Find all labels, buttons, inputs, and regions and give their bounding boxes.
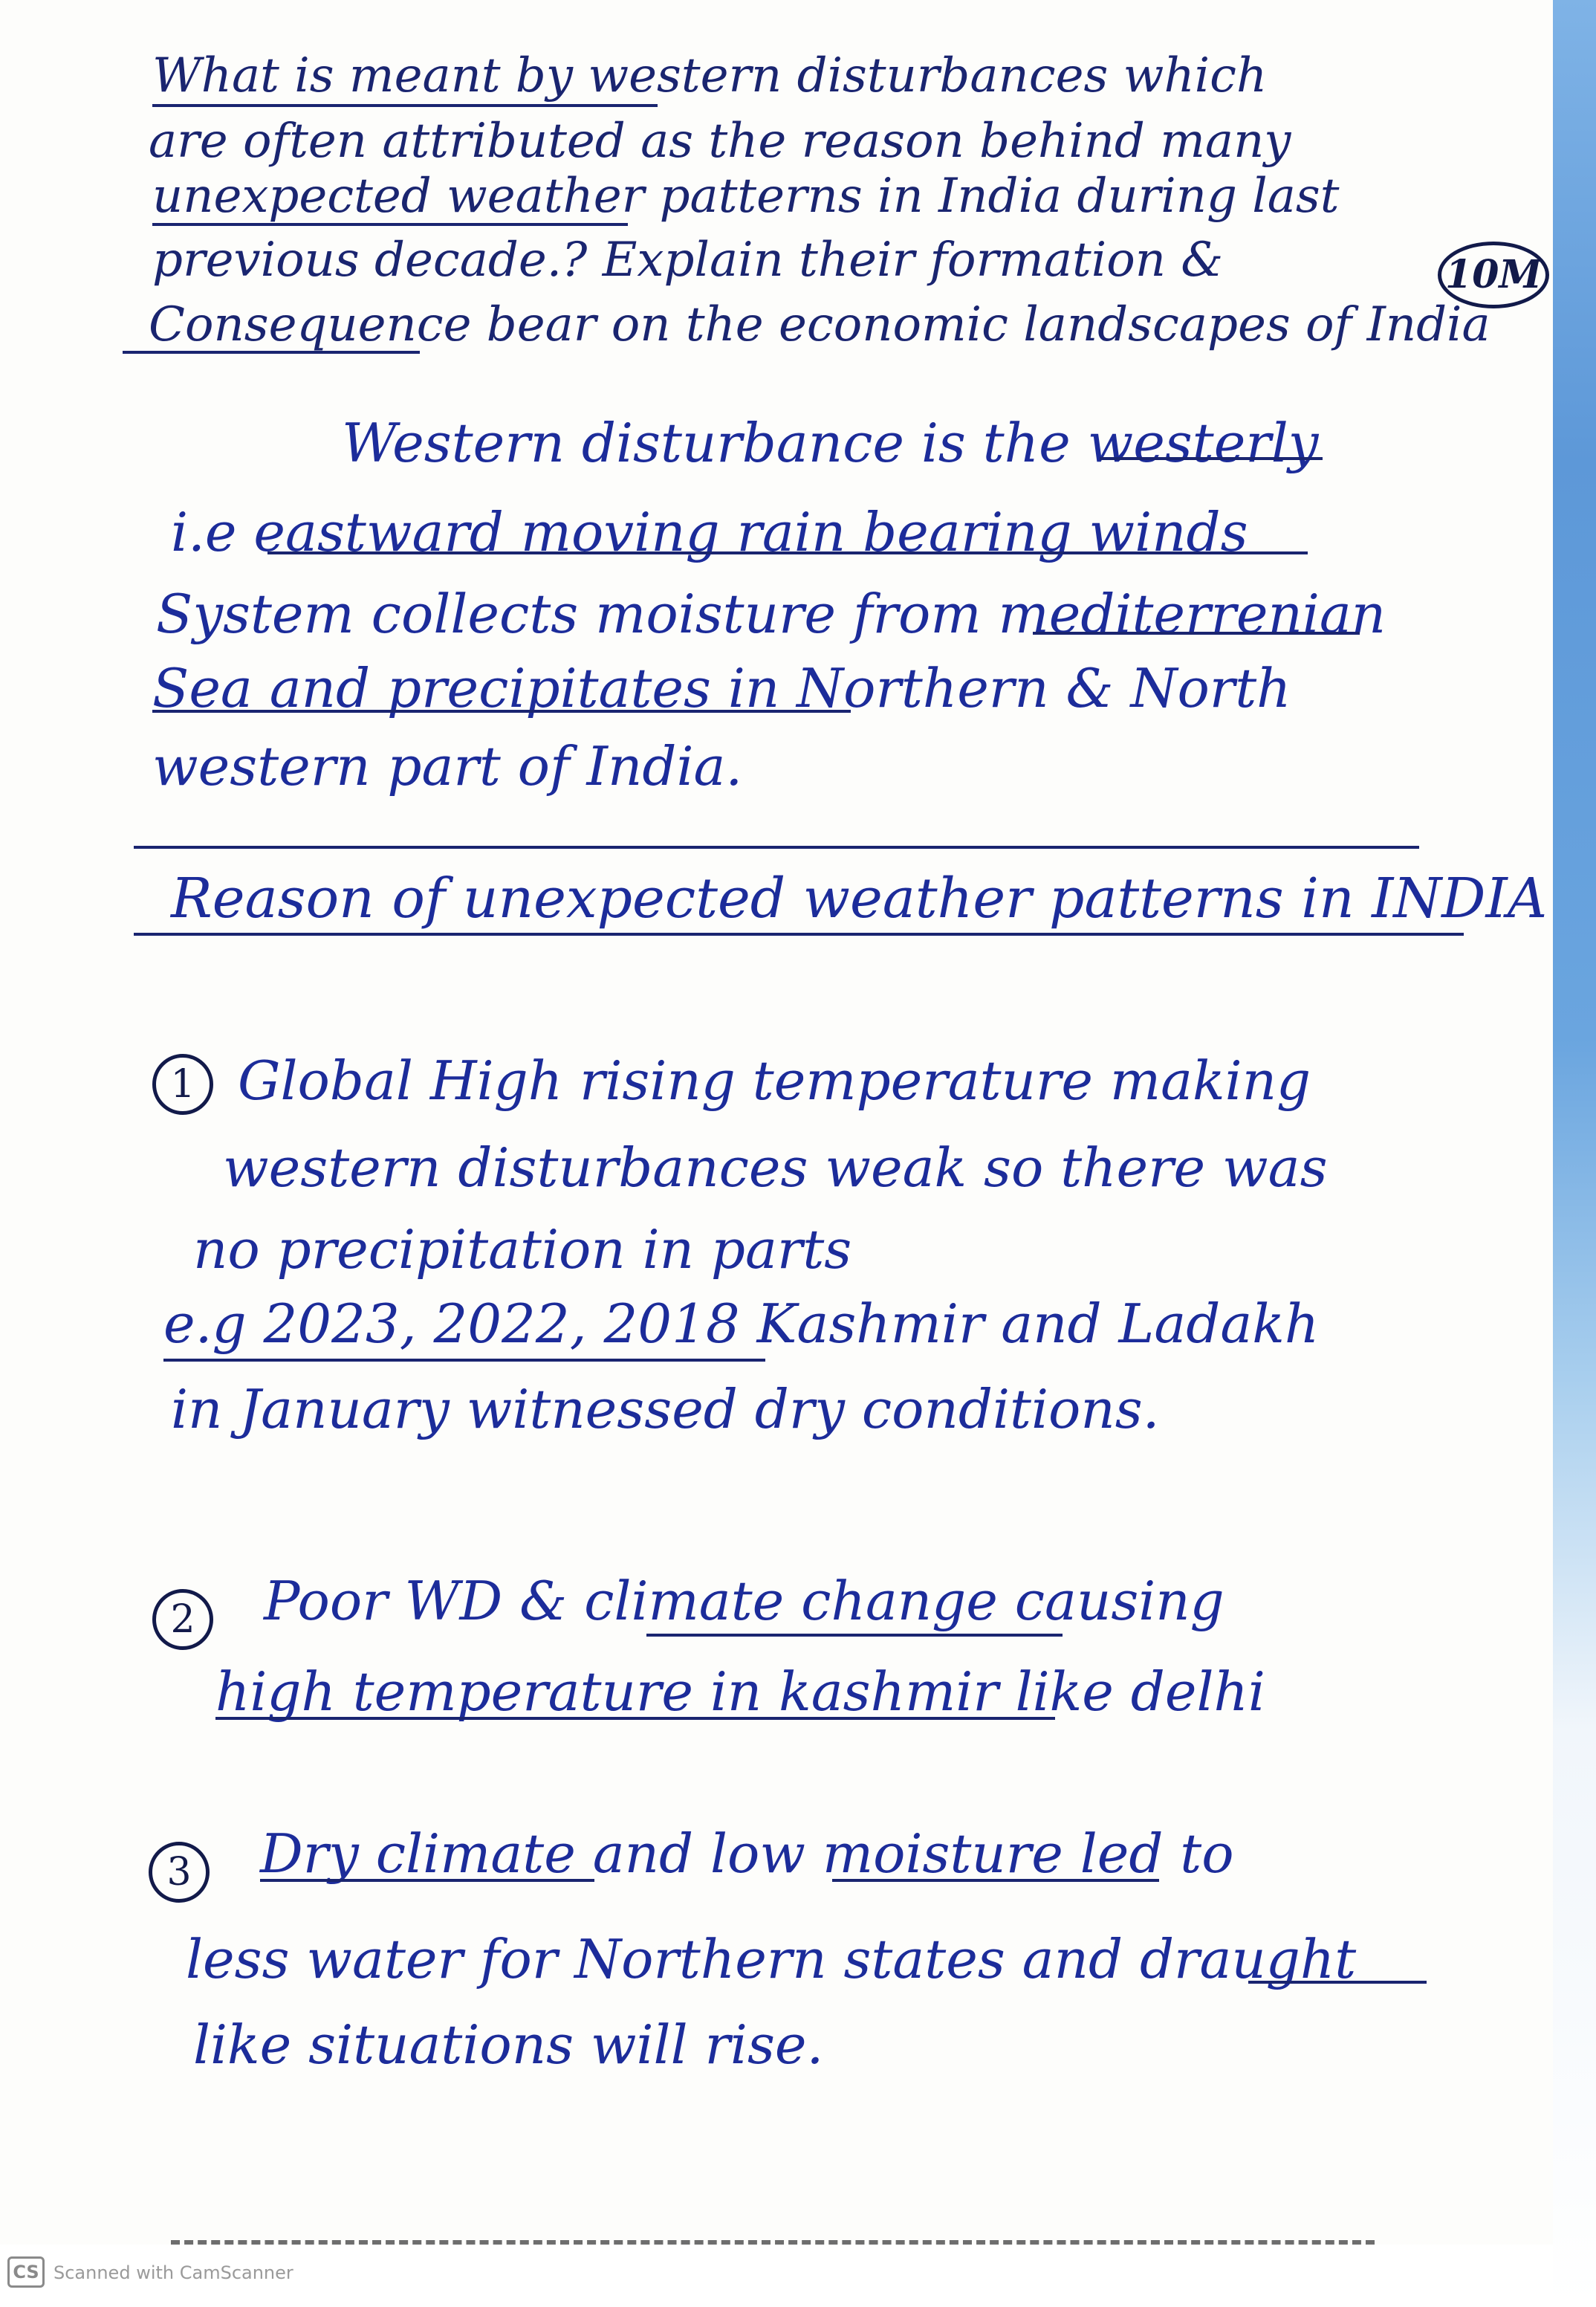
point-2-line-1: Poor WD & climate change causing — [264, 1570, 1224, 1632]
definition-underline-1 — [1100, 457, 1323, 460]
point-1-line-4: e.g 2023, 2022, 2018 Kashmir and Ladakh — [163, 1292, 1320, 1355]
point-3-line-2: less water for Northern states and draught — [186, 1928, 1357, 1990]
definition-underline-4 — [152, 710, 851, 713]
point-3-underline-2 — [832, 1879, 1159, 1882]
definition-underline-2 — [267, 551, 1308, 554]
definition-line-1: Western disturbance is the westerly — [342, 412, 1319, 474]
point-3-number: 3 — [149, 1842, 210, 1903]
definition-line-4: Sea and precipitates in Northern & North — [152, 657, 1291, 719]
point-2-number: 2 — [152, 1589, 213, 1650]
point-1-line-2: western disturbances weak so there was — [223, 1136, 1328, 1199]
definition-line-3: System collects moisture from mediterrenian — [156, 583, 1386, 645]
question-line-2: are often attributed as the reason behind many — [149, 114, 1291, 169]
point-1-number: 1 — [152, 1054, 213, 1115]
question-underline-3 — [123, 351, 420, 354]
point-2-underline-1 — [646, 1634, 1063, 1637]
definition-underline-3 — [1033, 632, 1360, 635]
camscanner-logo-icon: CS — [7, 2256, 45, 2288]
question-line-5: Consequence bear on the economic landscapes of India — [149, 297, 1490, 352]
reasons-heading: Reason of unexpected weather patterns in INDIA — [171, 867, 1548, 931]
point-3-underline-3 — [1248, 1981, 1427, 1984]
point-1-line-3: no precipitation in parts — [193, 1218, 852, 1281]
section-rule-top — [134, 846, 1419, 849]
definition-line-5: western part of India. — [152, 735, 743, 797]
page-edge-background — [1553, 0, 1596, 2307]
footer-watermark: Scanned with CamScanner — [53, 2262, 293, 2283]
point-1-line-1: Global High rising temperature making — [238, 1049, 1311, 1112]
question-line-3: unexpected weather patterns in India during last — [152, 169, 1340, 224]
point-3-line-3: like situations will rise. — [193, 2013, 824, 2076]
question-underline-2 — [152, 223, 628, 226]
page-bottom-edge — [171, 2240, 1375, 2245]
marks-badge: 10M — [1438, 242, 1549, 308]
question-line-4: previous decade.? Explain their formation & — [152, 233, 1224, 288]
point-3-underline-1 — [260, 1879, 594, 1882]
question-underline-1 — [152, 104, 658, 107]
point-2-line-2: high temperature in kashmir like delhi — [215, 1660, 1265, 1723]
point-1-underline — [163, 1359, 765, 1362]
point-2-underline-2 — [215, 1717, 1055, 1720]
question-line-1: What is meant by western disturbances which — [152, 48, 1268, 103]
point-1-line-5: in January witnessed dry conditions. — [171, 1378, 1160, 1440]
definition-line-2: i.e eastward moving rain bearing winds — [171, 501, 1248, 563]
point-3-line-1: Dry climate and low moisture led to — [260, 1822, 1234, 1885]
section-rule-bottom — [134, 933, 1464, 936]
